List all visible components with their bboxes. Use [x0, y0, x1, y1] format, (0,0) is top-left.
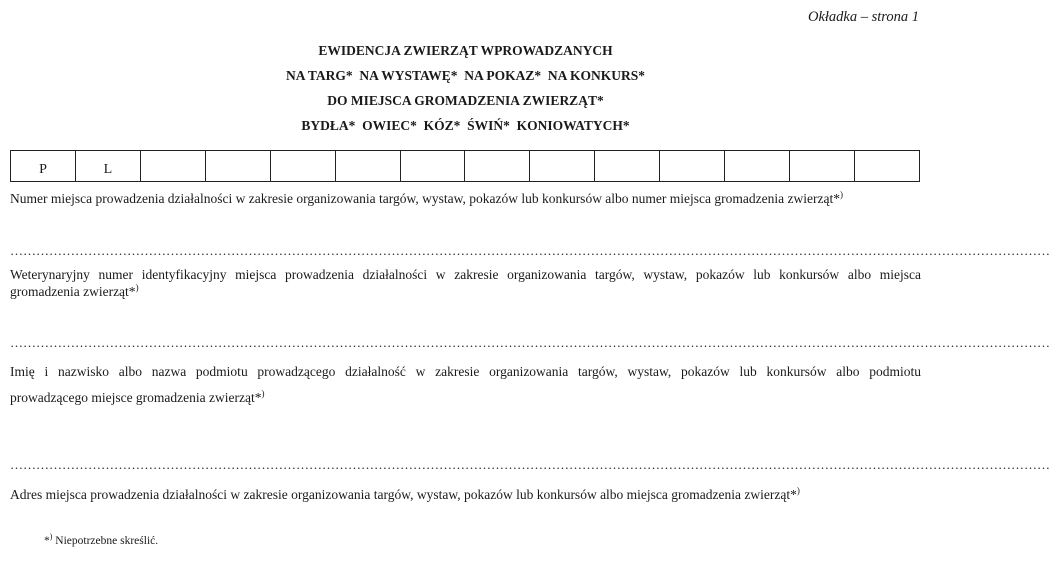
code-cell[interactable]: [401, 151, 466, 181]
code-cell[interactable]: [595, 151, 660, 181]
footnote-mark: ): [839, 189, 843, 200]
form-title: [0, 44, 931, 144]
page-label: Okładka – strona 1: [807, 9, 919, 25]
code-grid: [10, 150, 920, 182]
footnote: [44, 532, 159, 547]
code-cell[interactable]: [141, 151, 206, 181]
code-cell[interactable]: P: [11, 151, 76, 181]
name-field-text: prowadzącego miejsce gromadzenia zwierząt*: [10, 390, 262, 405]
footnote-mark: ): [135, 282, 139, 293]
title-line: DO MIEJSCA GROMADZENIA ZWIERZĄT*: [327, 93, 604, 108]
footnote-text: Niepotrzebne skreślić.: [52, 535, 159, 547]
footnote-mark: ): [261, 388, 265, 399]
code-cell[interactable]: [271, 151, 336, 181]
name-field-text: Imię i nazwisko albo nazwa podmiotu prowadzącego działalność w zakresie organizowania targów, wystaw, pokazów lub konkursów albo podmiotu: [10, 364, 921, 379]
title-line: NA TARG* NA WYSTAWĘ* NA POKAZ* NA KONKURS*: [285, 68, 646, 83]
title-line: BYDŁA* OWIEC* KÓZ* ŚWIŃ* KONIOWATYCH*: [301, 118, 630, 133]
code-cell[interactable]: [465, 151, 530, 181]
name-entry-line[interactable]: ……………………………………………………………………………………………………………………………………………………………………………………………………………………: [10, 457, 1050, 472]
number-field-label: [10, 190, 921, 207]
code-cell[interactable]: [530, 151, 595, 181]
footnote-mark: ): [796, 485, 800, 496]
name-field-label: [10, 363, 921, 380]
code-cell[interactable]: L: [76, 151, 141, 181]
number-field-text: Numer miejsca prowadzenia działalności w zakresie organizowania targów, wystaw, pokazów lub konkursów albo numer miejsca gromadzenia zwierząt*: [10, 191, 840, 206]
code-cell[interactable]: [725, 151, 790, 181]
code-cell[interactable]: [660, 151, 725, 181]
name-field-label-cont: [10, 389, 921, 406]
vet-number-field-label: [10, 266, 921, 283]
code-cell[interactable]: [206, 151, 271, 181]
footnote-asterisk: *: [44, 535, 50, 547]
footnote-paren: ): [49, 532, 53, 542]
vet-number-entry-line[interactable]: ……………………………………………………………………………………………………………………………………………………………………………………………………………………: [10, 335, 1050, 350]
address-field-text: Adres miejsca prowadzenia działalności w zakresie organizowania targów, wystaw, pokazów lub konkursów albo miejsca gromadzenia zwierząt*: [10, 487, 797, 502]
vet-number-field-text: gromadzenia zwierząt*: [10, 284, 136, 299]
number-entry-line[interactable]: ……………………………………………………………………………………………………………………………………………………………………………………………………………………: [10, 243, 1050, 258]
address-field-label: [10, 486, 921, 503]
vet-number-field-text: Weterynaryjny numer identyfikacyjny miejsca prowadzenia działalności w zakresie organizowania targów, wystaw, pokazów lub konkursów albo miejsca: [10, 267, 921, 282]
code-cell[interactable]: [336, 151, 401, 181]
code-cell[interactable]: [790, 151, 855, 181]
vet-number-field-label-cont: [10, 283, 921, 300]
code-cell[interactable]: [855, 151, 919, 181]
title-line: EWIDENCJA ZWIERZĄT WPROWADZANYCH: [318, 43, 613, 58]
